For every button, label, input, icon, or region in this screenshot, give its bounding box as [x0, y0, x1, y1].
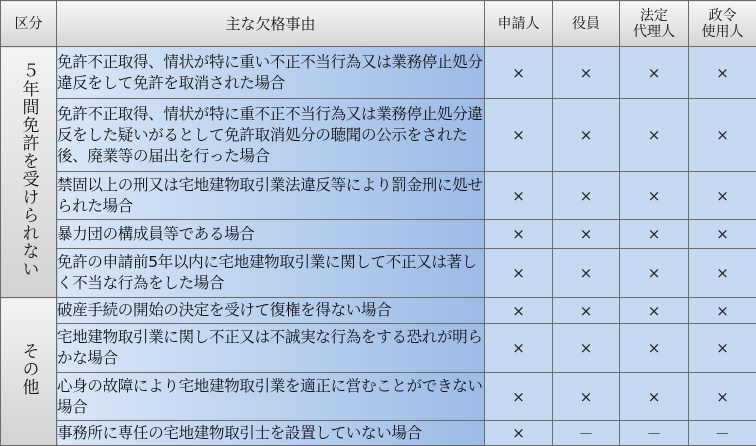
- table-row: [1, 47, 756, 99]
- reason-cell: 免許の申請前5年以内に宅地建物取引業に関して不正又は著しく不当な行為をした場合: [57, 249, 485, 298]
- mark-applicant: ×: [485, 373, 553, 421]
- reason-cell: 心身の故障により宅地建物取引業を適正に営むことができない場合: [57, 373, 485, 421]
- mark-ordinance: ×: [689, 249, 756, 298]
- header-legal-rep-line1: 法定: [640, 8, 668, 24]
- mark-officer: －: [553, 421, 620, 446]
- header-officer: 役員: [553, 1, 620, 47]
- mark-officer: ×: [553, 373, 620, 421]
- reason-cell: 事務所に専任の宅地建物取引士を設置していない場合: [57, 421, 485, 446]
- mark-applicant: ×: [485, 249, 553, 298]
- header-row: [1, 1, 756, 47]
- table-row: [1, 172, 756, 220]
- mark-applicant: ×: [485, 220, 553, 249]
- mark-applicant: ×: [485, 99, 553, 172]
- mark-legal-rep: ×: [620, 99, 689, 172]
- group-label-other: [1, 298, 57, 446]
- mark-legal-rep: ×: [620, 220, 689, 249]
- header-ordinance-employee: [689, 1, 756, 47]
- mark-officer: ×: [553, 99, 620, 172]
- mark-applicant: ×: [485, 172, 553, 220]
- mark-officer: ×: [553, 249, 620, 298]
- reason-cell: 宅地建物取引業に関し不正又は不誠実な行為をする恐れが明らかな場合: [57, 324, 485, 373]
- reason-cell: 免許不正取得、情状が特に重不正不当行為又は業務停止処分違反をした疑いがるとして免許取消処分の聴聞の公示をされた後、廃業等の届出を行った場合: [57, 99, 485, 172]
- mark-ordinance: ×: [689, 298, 756, 324]
- table-row: [1, 249, 756, 298]
- mark-legal-rep: ×: [620, 373, 689, 421]
- group-label-five-year: [1, 47, 57, 298]
- mark-ordinance: －: [689, 421, 756, 446]
- mark-ordinance: ×: [689, 99, 756, 172]
- mark-legal-rep: ×: [620, 298, 689, 324]
- mark-officer: ×: [553, 172, 620, 220]
- reason-cell: 暴力団の構成員等である場合: [57, 220, 485, 249]
- mark-legal-rep: ×: [620, 47, 689, 99]
- header-ordinance-line2: 使用人: [702, 24, 744, 40]
- header-legal-representative: [620, 1, 689, 47]
- mark-legal-rep: ×: [620, 172, 689, 220]
- mark-applicant: ×: [485, 47, 553, 99]
- mark-officer: ×: [553, 47, 620, 99]
- table-row: [1, 99, 756, 172]
- mark-ordinance: ×: [689, 220, 756, 249]
- header-legal-rep-line2: 代理人: [633, 24, 675, 40]
- table-row: [1, 220, 756, 249]
- header-category: 区分: [1, 1, 57, 47]
- mark-officer: ×: [553, 324, 620, 373]
- table-row: [1, 324, 756, 373]
- mark-legal-rep: ×: [620, 249, 689, 298]
- mark-legal-rep: －: [620, 421, 689, 446]
- header-applicant: 申請人: [485, 1, 553, 47]
- reason-cell: 破産手続の開始の決定を受けて復権を得ない場合: [57, 298, 485, 324]
- mark-officer: ×: [553, 298, 620, 324]
- mark-legal-rep: ×: [620, 324, 689, 373]
- mark-applicant: ×: [485, 298, 553, 324]
- table-row: [1, 421, 756, 446]
- mark-applicant: ×: [485, 421, 553, 446]
- mark-ordinance: ×: [689, 324, 756, 373]
- table-row: [1, 373, 756, 421]
- header-ordinance-line1: 政令: [709, 8, 737, 24]
- mark-officer: ×: [553, 220, 620, 249]
- mark-ordinance: ×: [689, 47, 756, 99]
- table-row: [1, 298, 756, 324]
- group-label-text: その他: [19, 342, 39, 396]
- mark-ordinance: ×: [689, 373, 756, 421]
- group-label-text: ５年間免許を受けられない: [19, 62, 39, 278]
- header-reason: 主な欠格事由: [57, 1, 485, 47]
- mark-applicant: ×: [485, 324, 553, 373]
- reason-cell: 禁固以上の刑又は宅地建物取引業法違反等により罰金刑に処せられた場合: [57, 172, 485, 220]
- mark-ordinance: ×: [689, 172, 756, 220]
- reason-cell: 免許不正取得、情状が特に重い不正不当行為又は業務停止処分違反をして免許を取消された場合: [57, 47, 485, 99]
